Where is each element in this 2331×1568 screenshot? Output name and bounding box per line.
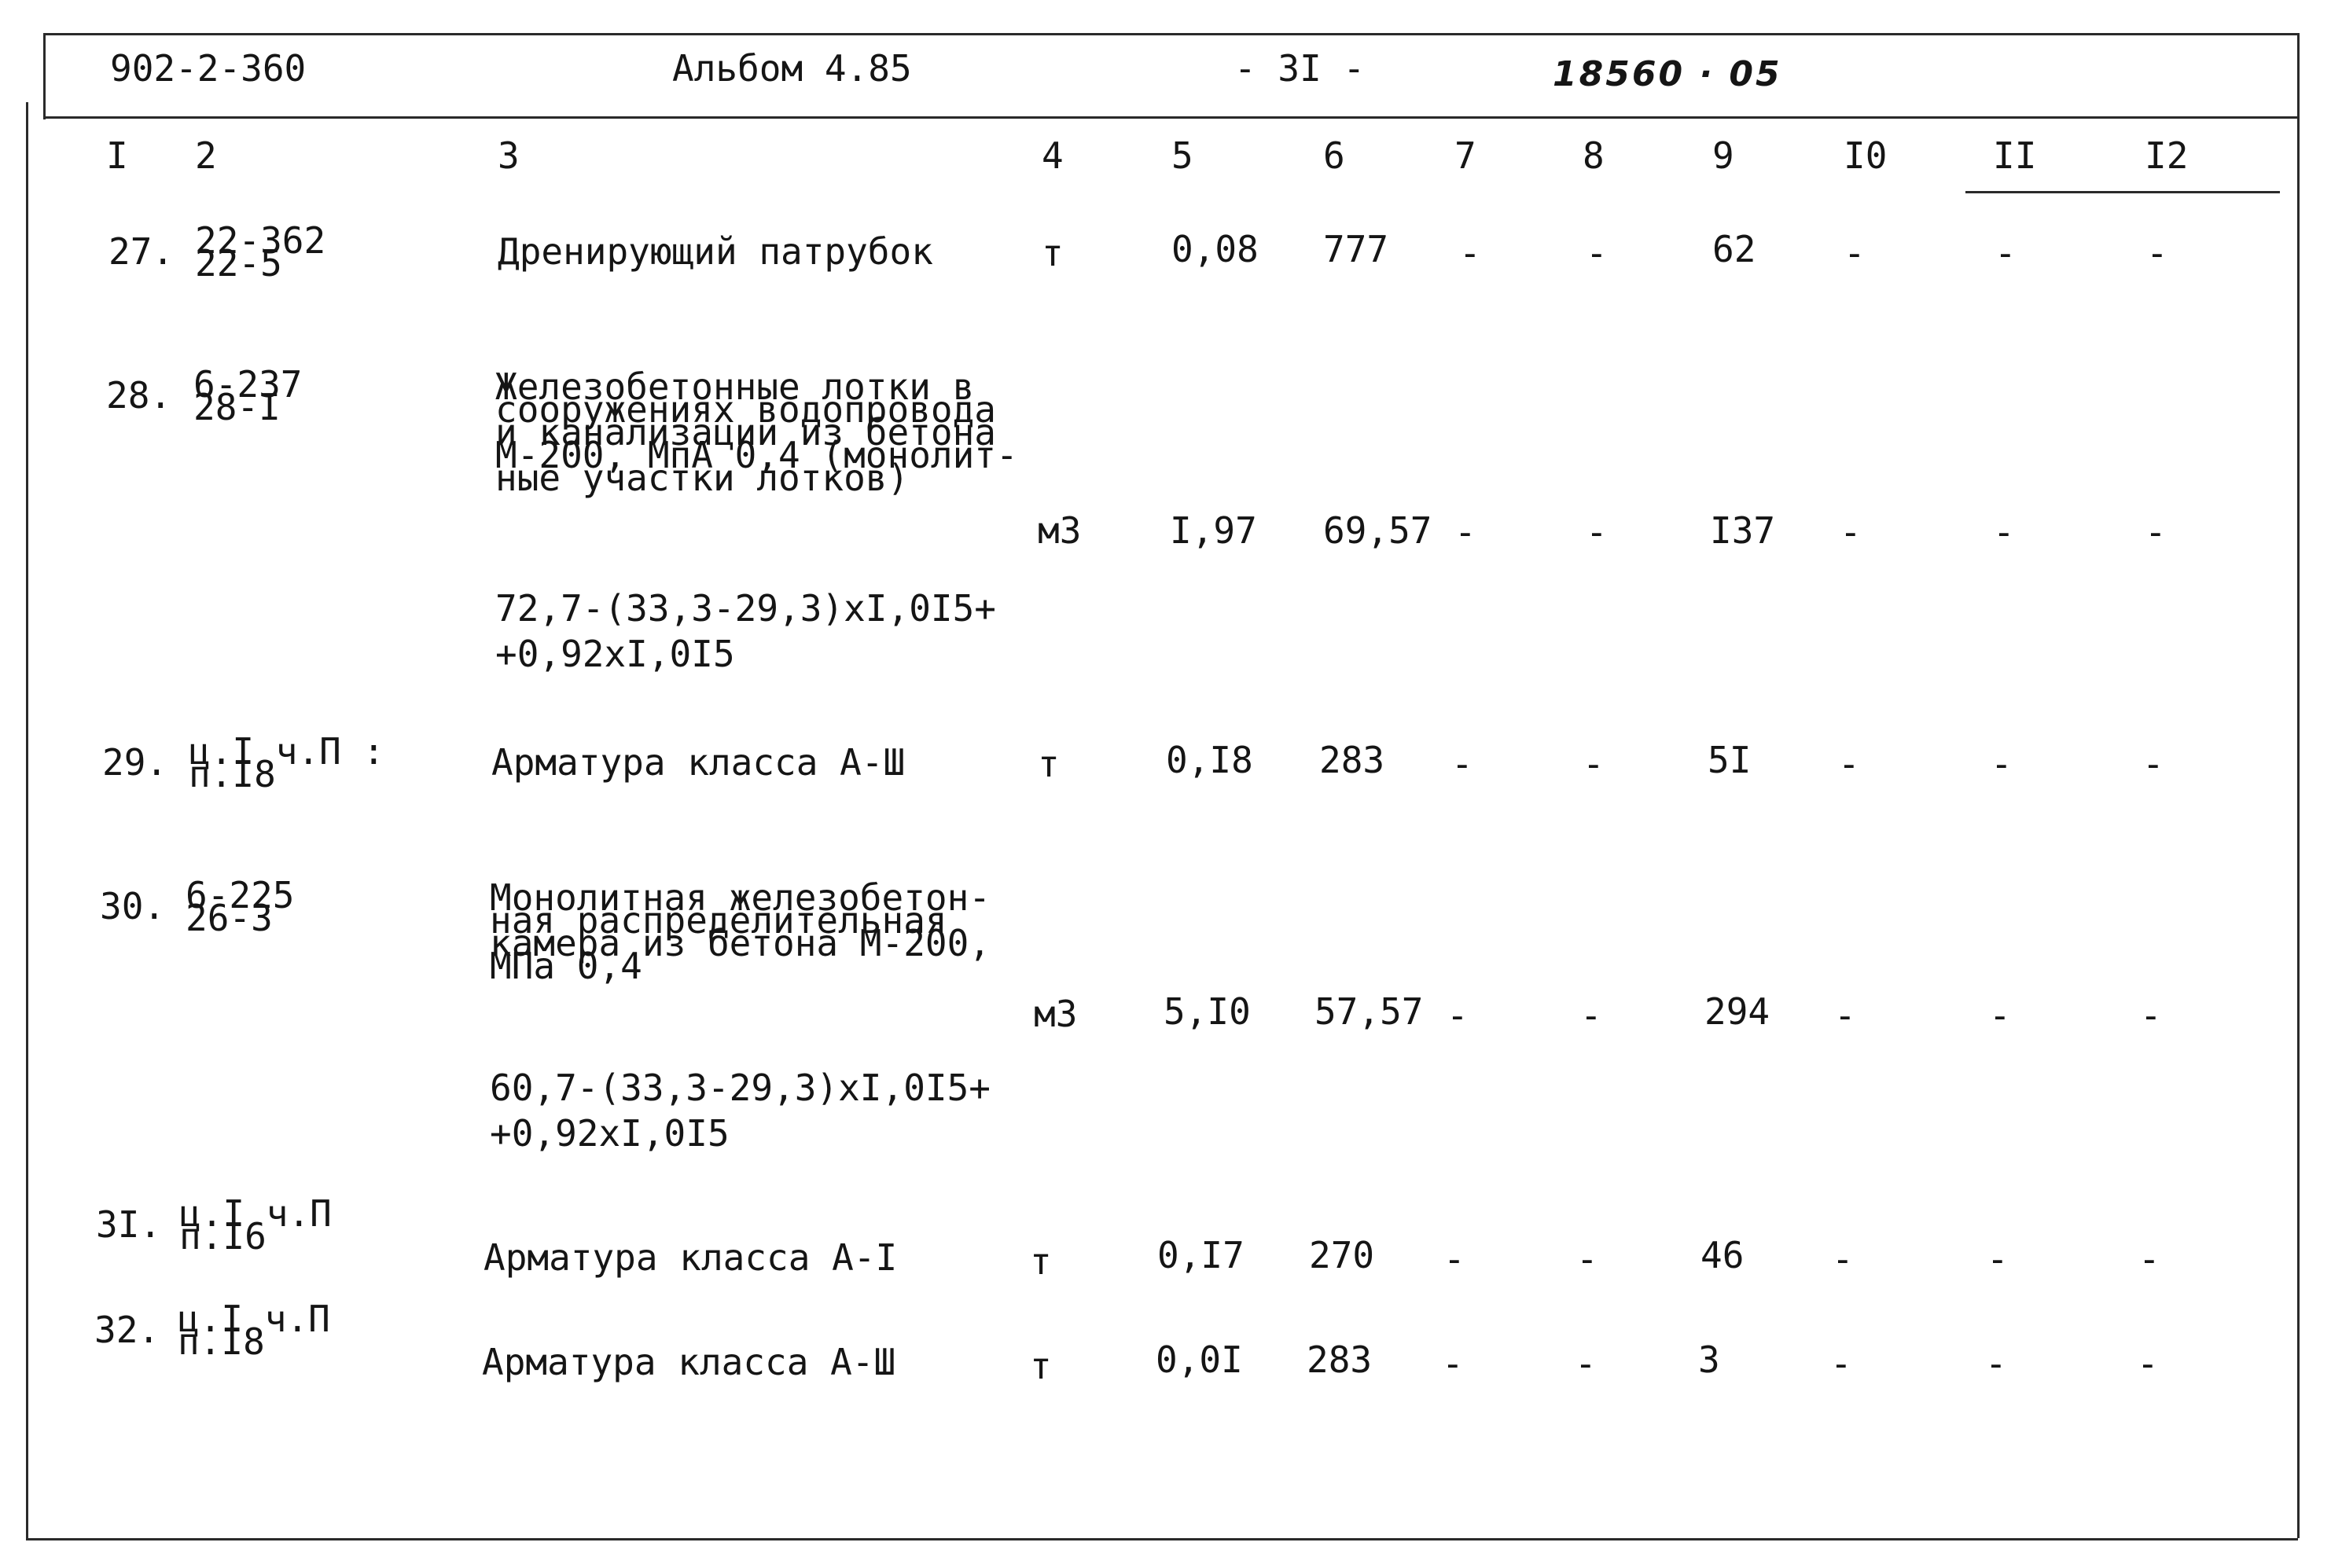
- row-col8: -: [1583, 743, 1605, 785]
- row-col9: 5I: [1708, 739, 1752, 781]
- row-calculation: 72,7-(33,3-29,3)хI,0I5+ +0,92хI,0I5: [495, 587, 996, 675]
- row-name: Монолитная железобетон- ная распределительная камера из бетона М-200, МПа 0,4: [490, 876, 991, 987]
- row-quantity: I,97: [1170, 509, 1257, 552]
- row-col12: -: [2140, 994, 2162, 1037]
- row-code: ц.I ч.П : п.I8: [189, 730, 385, 795]
- row-col11: -: [1987, 1238, 2009, 1280]
- column-header-6: 6: [1323, 134, 1345, 177]
- header-rule: [43, 116, 2298, 119]
- column-header-underline: [1965, 191, 2280, 193]
- row-price: 270: [1309, 1234, 1375, 1276]
- row-quantity: 0,I7: [1157, 1234, 1245, 1276]
- frame-bottom-border: [26, 1538, 2298, 1540]
- row-name: Арматура класса А-I: [483, 1236, 898, 1279]
- row-number: 28.: [106, 374, 172, 417]
- row-col7: -: [1447, 994, 1469, 1037]
- row-col10: -: [1830, 1342, 1852, 1385]
- row-col8: -: [1586, 232, 1608, 274]
- row-number: 27.: [108, 230, 175, 273]
- row-name: Дренирующий патрубок: [498, 230, 933, 273]
- row-col11: -: [1989, 994, 2011, 1037]
- frame-top-border: [43, 33, 2300, 35]
- column-header-5: 5: [1171, 134, 1193, 177]
- row-unit: т: [1042, 232, 1064, 274]
- doc-code: 902-2-360: [110, 47, 307, 90]
- row-name: Арматура класса А-Ш: [482, 1341, 896, 1383]
- row-unit: т: [1038, 743, 1060, 785]
- row-col9: 62: [1712, 228, 1756, 270]
- column-header-1: I: [106, 134, 128, 177]
- row-quantity: 5,I0: [1164, 990, 1251, 1033]
- row-col8: -: [1575, 1342, 1597, 1385]
- page-number: - 3I -: [1234, 47, 1366, 90]
- column-header-4: 4: [1042, 134, 1064, 177]
- row-price: 283: [1307, 1338, 1373, 1381]
- row-col10: -: [1840, 511, 1862, 553]
- row-col7: -: [1442, 1342, 1464, 1385]
- row-col10: -: [1838, 743, 1860, 785]
- column-header-12: I2: [2145, 134, 2189, 177]
- column-header-7: 7: [1454, 134, 1476, 177]
- row-col8: -: [1576, 1238, 1598, 1280]
- row-price: 283: [1319, 739, 1385, 781]
- row-col12: -: [2142, 743, 2164, 785]
- column-header-11: II: [1993, 134, 2037, 177]
- row-unit: т: [1030, 1345, 1052, 1387]
- column-header-10: I0: [1844, 134, 1888, 177]
- row-col10: -: [1834, 994, 1856, 1037]
- row-price: 777: [1323, 228, 1389, 270]
- row-col12: -: [2137, 1342, 2159, 1385]
- row-col10: -: [1844, 232, 1866, 274]
- row-price: 69,57: [1323, 509, 1432, 552]
- frame-left-border: [26, 102, 28, 1540]
- row-col11: -: [1995, 232, 2017, 274]
- frame-right-border: [2297, 33, 2300, 1538]
- stamp-number: 18560 · 05: [1553, 54, 1782, 94]
- column-header-3: 3: [498, 134, 520, 177]
- row-col12: -: [2138, 1238, 2160, 1280]
- row-col8: -: [1586, 511, 1608, 553]
- column-header-2: 2: [195, 134, 217, 177]
- row-col7: -: [1454, 511, 1476, 553]
- row-price: 57,57: [1314, 990, 1424, 1033]
- row-quantity: 0,0I: [1156, 1338, 1243, 1381]
- row-col12: -: [2146, 232, 2168, 274]
- row-col8: -: [1580, 994, 1602, 1037]
- row-col9: 294: [1704, 990, 1770, 1033]
- row-col7: -: [1443, 1238, 1465, 1280]
- row-quantity: 0,08: [1171, 228, 1259, 270]
- row-col11: -: [1993, 511, 2015, 553]
- column-header-8: 8: [1583, 134, 1605, 177]
- row-number: 32.: [94, 1309, 160, 1351]
- row-unit: т: [1030, 1240, 1052, 1283]
- row-col11: -: [1991, 743, 2013, 785]
- row-unit: м3: [1038, 509, 1082, 552]
- row-col11: -: [1985, 1342, 2007, 1385]
- row-code: ц.I ч.П п.I6: [179, 1192, 332, 1258]
- row-calculation: 60,7-(33,3-29,3)хI,0I5+ +0,92хI,0I5: [490, 1067, 991, 1155]
- row-code: 6-237 28-I: [193, 363, 303, 428]
- row-col12: -: [2145, 511, 2167, 553]
- row-code: 6-225 26-3: [186, 874, 295, 939]
- row-col9: 46: [1700, 1234, 1745, 1276]
- row-col7: -: [1451, 743, 1473, 785]
- row-unit: м3: [1034, 993, 1078, 1035]
- row-code: ц.I ч.П п.I8: [178, 1298, 330, 1363]
- row-col9: 3: [1698, 1338, 1720, 1381]
- row-code: 22-362 22-5: [195, 219, 326, 285]
- row-number: 30.: [100, 885, 166, 927]
- row-col9: I37: [1710, 509, 1776, 552]
- album-label: Альбом 4.85: [672, 47, 912, 90]
- column-header-9: 9: [1712, 134, 1734, 177]
- frame-left-border-upper: [43, 33, 46, 119]
- row-quantity: 0,I8: [1166, 739, 1253, 781]
- row-number: 3I.: [96, 1203, 162, 1246]
- row-col10: -: [1832, 1238, 1854, 1280]
- row-name: Арматура класса А-Ш: [491, 741, 906, 784]
- row-col7: -: [1459, 232, 1481, 274]
- row-name: Железобетонные лотки в сооружениях водопровода и канализации из бетона М-200, МпА 0,4 (монолит- ные участки лотков): [495, 365, 1018, 499]
- row-number: 29.: [102, 741, 168, 784]
